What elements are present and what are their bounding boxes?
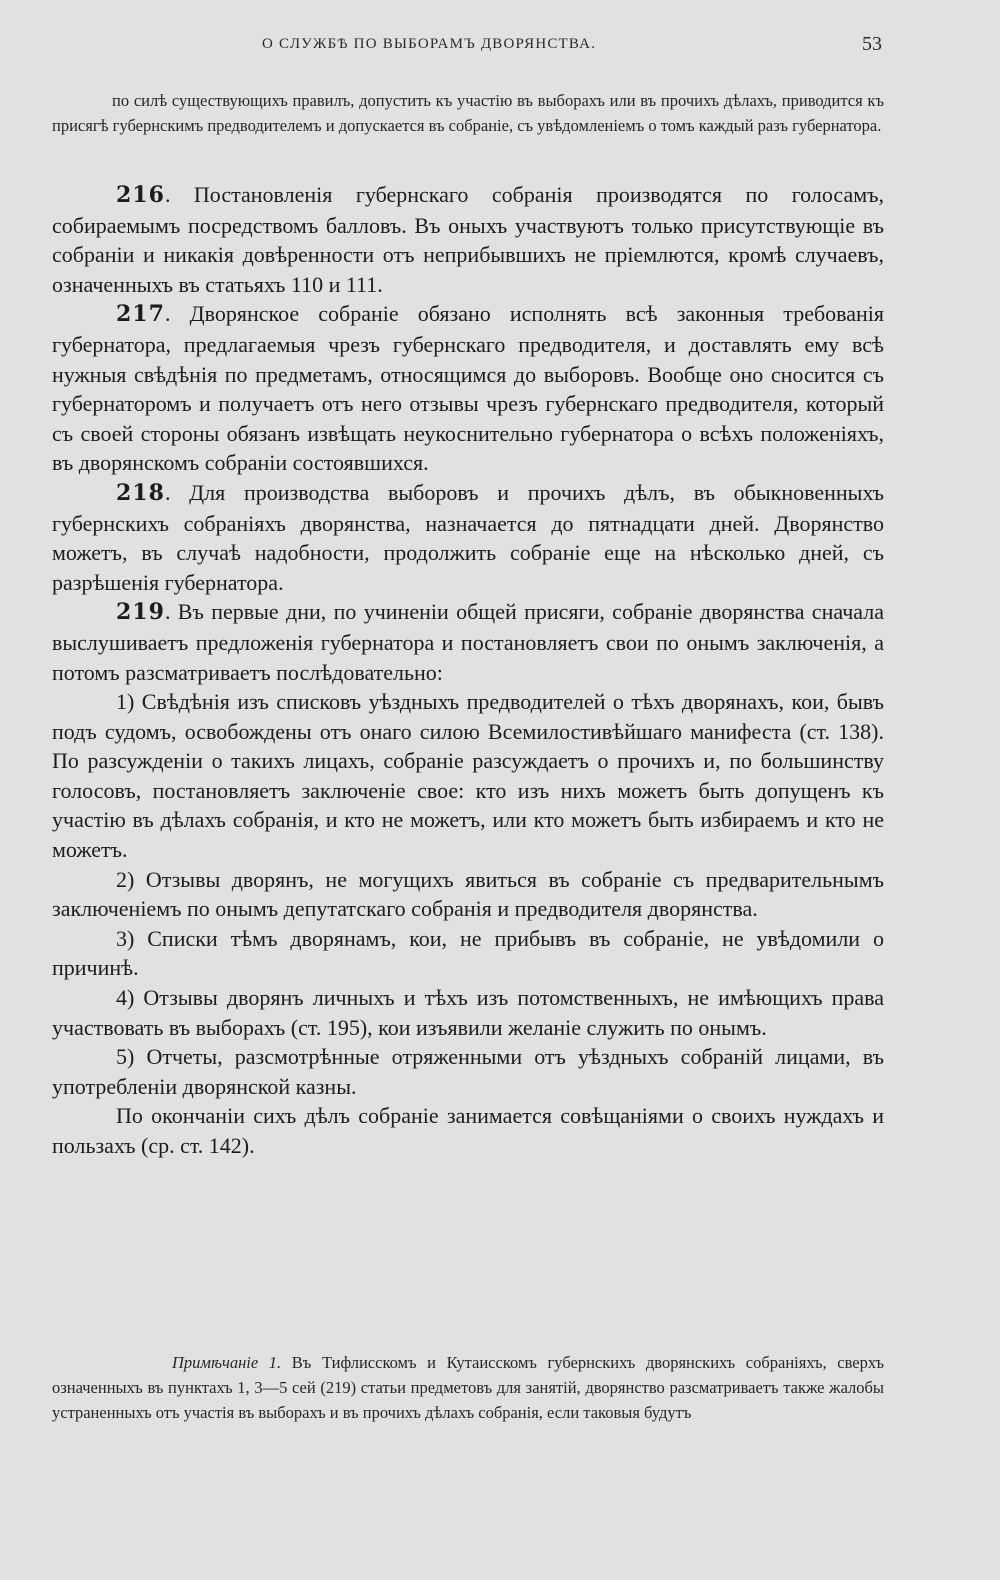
article-216 xyxy=(52,180,884,299)
article-number: 216 xyxy=(116,182,165,208)
closing-paragraph: По окончаніи сихъ дѣлъ собраніе занимается совѣщаніями о своихъ нуждахъ и пользахъ (ср. ст. 142). xyxy=(52,1103,884,1158)
list-item: 4) Отзывы дворянъ личныхъ и тѣхъ изъ потомственныхъ, не имѣющихъ права участвовать въ выборахъ (ст. 195), кои изъявили желаніе служить по онымъ. xyxy=(52,985,884,1040)
note-label: Примѣчаніе 1. xyxy=(172,1353,282,1372)
intro-continuation xyxy=(52,88,884,138)
footnote xyxy=(52,1350,884,1425)
article-period: . xyxy=(164,599,178,625)
article-number: 217 xyxy=(116,301,165,328)
article-219 xyxy=(52,597,884,687)
running-head xyxy=(0,33,1000,60)
list-item: 5) Отчеты, разсмотрѣнные отряженными отъ уѣздныхъ собраній лицами, въ употребленіи дворянской казны. xyxy=(52,1044,884,1099)
article-text: Въ первые дни, по учиненіи общей присяги, собраніе дворянства сначала выслушиваетъ предложенія губернатора и постановляетъ свои по онымъ заключенія, а потомъ разсматриваетъ послѣдовательно: xyxy=(52,599,884,685)
page-number: 53 xyxy=(862,33,882,55)
list-item: 1) Свѣдѣнія изъ списковъ уѣздныхъ предводителей о тѣхъ дворянахъ, кои, бывъ подъ судомъ, освобождены отъ онаго силою Всемилостивѣйшаго манифеста (ст. 138). По разсужденіи о такихъ лицахъ, собраніе разсуждаетъ о прочихъ и, по большинству голосовъ, постановляетъ заключеніе свое: кто изъ нихъ можетъ быть допущенъ къ участію въ дѣлахъ собранія, и кто не можетъ, или кто можетъ быть избираемъ и кто не можетъ. xyxy=(52,689,884,863)
article-text: Постановленія губернскаго собранія производятся по голосамъ, собираемымъ посредствомъ балловъ. Въ оныхъ участвуютъ только присутствующіе въ собраніи и никакія довѣренности отъ неприбывшихъ не пріемлются, кромѣ случаевъ, означенныхъ въ статьяхъ 110 и 111. xyxy=(52,182,885,297)
article-period: . xyxy=(164,479,190,505)
article-period: . xyxy=(164,301,190,327)
note-text: Въ Тифлисскомъ и Кутаисскомъ губернскихъ дворянскихъ собраніяхъ, сверхъ означенныхъ въ пунктахъ 1, 3—5 сей (219) статьи предметовъ для занятій, дворянство разсматриваетъ также жалобы устраненныхъ отъ участія въ выборахъ и въ прочихъ дѣлахъ собранія, если таковыя будутъ xyxy=(52,1353,884,1422)
articles-section xyxy=(52,180,884,1161)
article-period: . xyxy=(164,182,194,207)
intro-paragraph: по силѣ существующихъ правилъ, допустить къ участію въ выборахъ или въ прочихъ дѣлахъ, приводится къ присягѣ губернскимъ предводителемъ и допускается въ собраніе, съ увѣдомленіемъ о томъ каждый разъ губернатора. xyxy=(52,91,884,135)
list-item: 3) Списки тѣмъ дворянамъ, кои, не прибывъ въ собраніе, не увѣдомили о причинѣ. xyxy=(52,925,884,981)
article-number: 218 xyxy=(116,479,165,506)
note-paragraph xyxy=(52,1350,884,1425)
list-item: 2) Отзывы дворянъ, не могущихъ явиться въ собраніе съ предварительнымъ заключеніемъ по онымъ депутатскаго собранія и предводителя дворянства. xyxy=(52,866,884,922)
article-text: Дворянское собраніе обязано исполнять всѣ законныя требованія губернатора, предлагаемыя чрезъ губернскаго предводителя, и доставлять ему всѣ нужныя свѣдѣнія по предметамъ, относящимся до выборовъ. Вообще оно сносится съ губернаторомъ и получаетъ отъ него отзывы чрезъ губернскаго предводителя, который съ своей стороны обязанъ извѣщать неукоснительно губернатора о всѣхъ положеніяхъ, въ дворянскомъ собраніи состоявшихся. xyxy=(52,301,885,476)
article-218 xyxy=(52,478,884,597)
article-217 xyxy=(52,299,884,478)
running-title: О СЛУЖБѢ ПО ВЫБОРАМЪ ДВОРЯНСТВА. xyxy=(262,36,597,52)
article-number: 219 xyxy=(116,599,165,626)
article-text: Для производства выборовъ и прочихъ дѣлъ, въ обыкновенныхъ губернскихъ собраніяхъ дворянства, назначается до пятнадцати дней. Дворянство можетъ, въ случаѣ надобности, продолжить собраніе еще на нѣсколько дней, съ разрѣшенія губернатора. xyxy=(52,479,884,595)
